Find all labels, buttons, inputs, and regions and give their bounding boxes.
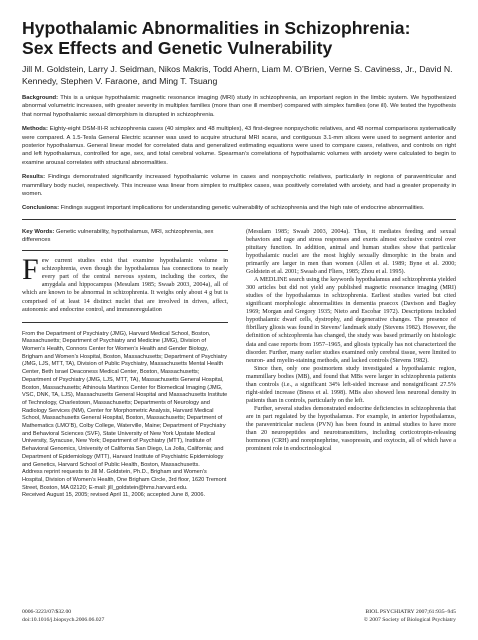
introduction (22, 253, 228, 313)
conclusions-text: Findings suggest important implications for understanding genetic vulnerability of schizophrenia and the high rate of endocrine abnormalities. (60, 205, 425, 212)
results-text: Findings demonstrated significantly increased hypothalamic volume in cases and nonpsychotic relatives, particularly in regions of paraventricular and mammillary body nuclei, respectively. This increase was linear from simplex to multiplex cases, was positively correlated with anxiety, and had a greater propensity in women. (22, 174, 456, 198)
results-label: Results: (22, 174, 46, 181)
abstract-methods (22, 125, 456, 167)
right-paragraph-4: Further, several studies demonstrated endocrine deficiencies in schizophrenia that are in part regulated by the hypothalamus. For example, in anterior hypothalamus, the paraventricular nucleus (PVN) has been found in animal studies to have more than 20 neuropeptides and neurotransmitters, including corticotropin-releasing hormones (CRH) and norepinephrine, vasopressin, and oxytocin, all of which have a prominent role in endocrinological (246, 405, 456, 453)
footer-left (22, 609, 104, 624)
background-text: This is a unique hypothalamic magnetic resonance imaging (MRI) study in schizophrenia, an important region in the limbic system. We hypothesized abnormal volumetric increases, with greater severity in multiplex families (more than one ill member) compared with simplex families (one ill). We tested the hypothesis that normal hypothalamic sexual dimorphism is disrupted in schizophrenia. (22, 95, 456, 118)
doi-link[interactable]: doi:10.1016/j.biopsych.2006.06.027 (22, 616, 105, 623)
journal-citation: BIOL PSYCHIATRY 2007;61:935–945 (365, 609, 456, 615)
left-column (22, 228, 228, 500)
keywords (22, 228, 228, 244)
article-page (22, 18, 456, 618)
received-dates: Received August 15, 2005; revised April 11, 2006; accepted June 8, 2006. (22, 492, 206, 499)
reprint-address: Address reprint requests to Jill M. Goldstein, Ph.D., Brigham and Women’s Hospital, Division of Women’s Health, One Brigham Circle, 3rd floor, 1620 Tremont Street, Boston, MA 02120; E-mail: jill_goldstein@hms.harvard.edu. (22, 469, 227, 491)
article-title (22, 18, 456, 58)
right-paragraph-1: (Mesulam 1985; Swaab 2003, 2004a). Thus, it mediates feeding and sexual behaviors and rage and stress responses and exerts almost exclusive control over pituitary function. In addition, animal and human studies show that particular hypothalamic nuclei are the most highly sexually dimorphic in the brain and primarily are larger in men than women (Allen et al. 1989; Byne et al. 2000; Goldstein et al. 2001; Swaab and Fliers, 1985; Zhou et al. 1995). (246, 228, 456, 276)
right-paragraph-2: A MEDLINE search using the keywords hypothalamus and schizophrenia yielded 300 articles but did not yield any published magnetic resonance imaging (MRI) studies of the hypothalamus in schizophrenia. Earliest studies varied but cited significant morphologic abnormalities in dementia praecox (Davison and Bagley 1969; Morgan and Gregory 1935; Nieto and Escobar 1972). Descriptions included hypothalamic dwarf cells, dystrophy, and degenerative changes. The presence of fibrillary gliosis was found in Stevens’ landmark study (Stevens 1982). However, the definition of schizophrenia has changed, the study was based primarily on histologic data and case reports from 1957–1965, and gliosis typically has not characterized the disorder. Further, many earlier studies examined only cerebral tissue, were limited to neuron- and myelin-staining methods, and lacked controls (Stevens 1982). (246, 277, 456, 364)
abstract-conclusions (22, 204, 456, 212)
affiliations-block (22, 331, 228, 500)
affiliation-divider (22, 322, 228, 323)
right-paragraph-3: Since then, only one postmortem study investigated a hypothalamic region, mammillary bodies (MB), and found that MBs were larger in schizophrenia patients than controls (i.e., a significant 34% left-sided increase and nonsignificant 27.5% right-sided increase (Bness et al. 1998). MBs also showed less neuronal density in patients than in controls, particularly on the left. (246, 365, 456, 404)
keywords-divider (22, 250, 228, 251)
abstract (22, 94, 456, 213)
intro-paragraph: ew current studies exist that examine hypothalamic volume in schizophrenia, even though the hypothalamus has connections to nearly every part of the central nervous system, including the cortex, the amygdala and hippocampus (Mesulam 1985; Swaab 2003, 2004a), all of which are known to be abnormal in schizophrenia. It weighs only about 4 g but is comprised of at least 14 distinct nuclei that are involved in drives, affect, autonomic and endocrine control, and immunoregulation (22, 258, 228, 313)
body-columns (22, 228, 456, 618)
title-line-2: Sex Effects and Genetic Vulnerability (22, 38, 333, 58)
copyright: © 2007 Society of Biological Psychiatry (363, 616, 456, 623)
right-column (246, 228, 456, 453)
footer-right (364, 609, 456, 624)
abstract-results (22, 173, 456, 198)
drop-cap: F (22, 253, 39, 287)
background-label: Background: (22, 95, 59, 101)
abstract-background (22, 94, 456, 119)
title-line-1: Hypothalamic Abnormalities in Schizophrenia: (22, 18, 411, 38)
conclusions-label: Conclusions: (22, 205, 60, 212)
keywords-label: Key Words: (22, 228, 55, 235)
issn-price: 0006-3223/07/$32.00 (22, 609, 72, 615)
abstract-divider (22, 219, 456, 220)
keywords-text: Genetic vulnerability, hypothalamus, MRI, schizophrenia, sex differences (22, 228, 214, 244)
methods-label: Methods: (22, 126, 48, 133)
methods-text: Eighty-eight DSM-III-R schizophrenia cases (40 simplex and 48 multiplex), 43 first-degree nonpsychotic relatives, and 48 normal comparisons systematically were compared. A 1.5-Tesla General Electric scanner was used to acquire structural MRI scans, and contiguous 3.1-mm slices were used to segment anterior and posterior hypothalamus. General linear model for correlated data and generalized estimating equations were used to compare cases, relatives, and controls on right and left hypothalamus, controlled for age, sex, and total cerebral volume. Spearman’s correlations of hypothalamic volumes with anxiety were calculated to begin to examine arousal correlates with structural abnormalities. (22, 126, 457, 166)
affiliations: From the Department of Psychiatry (JMG), Harvard Medical School, Boston, Massachusetts; Department of Psychiatry and Medicine (JMG), Division of Women’s Health, Connors Center for Women’s Health and Gender Biology, Brigham and Women’s Hospital, Boston, Massachusetts; Department of Psychiatry (JMG, LJS, MTT, TA), Division of Public Psychiatry, Massachusetts Mental Health Center, Beth Israel Deaconess Medical Center, Boston, Massachusetts; Department of Psychiatry (JMG, LJS, MTT, TA), Massachusetts General Hospital, Boston, Massachusetts; Athinoula Martinos Center for Biomedical Imaging (JMG, VSC, DNK, TA, LJS), Massachusetts General Hospital and Massachusetts Institute of Technology, Charlestown, Massachusetts; Departments of Neurology and Radiology Services (NM), Center for Morphometric Analysis, Harvard Medical School, Massachusetts General Hospital, Boston, Massachusetts; Department of Mathematics (LMO’B), Colby College, Waterville, Maine; Department of Psychiatry and Behavioral Sciences (SVF), State University of New York Upstate Medical University, Syracuse, New York; Department of Psychiatry (MTT), Institute of Behavioral Genomics, University of California San Diego, La Jolla, California; and Department of Epidemiology (MTT), Harvard Institute of Psychiatric Epidemiology and Genetics, Harvard School of Public Health, Boston, Massachusetts. (22, 330, 228, 468)
author-list: Jill M. Goldstein, Larry J. Seidman, Nikos Makris, Todd Ahern, Liam M. O’Brien, Verne S. Caviness, Jr., David N. Kennedy, Stephen V. Faraone, and Ming T. Tsuang (22, 64, 453, 86)
